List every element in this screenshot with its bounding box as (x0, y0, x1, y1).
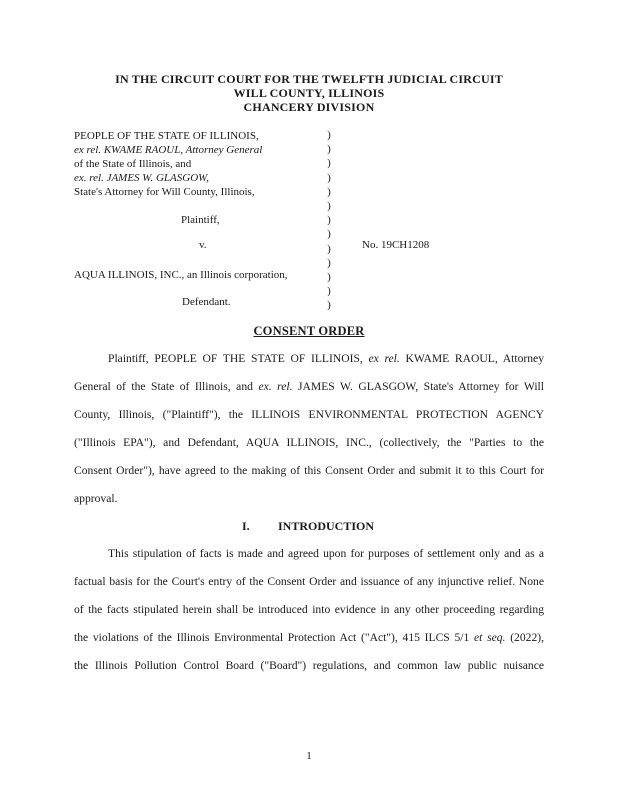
section-line-5: the Illinois Pollution Control Board ("Board") regulations, and common law public nuisance (74, 659, 544, 672)
section-line-3: of the facts stipulated herein shall be introduced into evidence in any other proceeding regarding (74, 603, 544, 616)
court-header-line-2: WILL COUNTY, ILLINOIS (233, 86, 385, 100)
case-number: No. 19CH1208 (362, 239, 430, 251)
section-line-2: factual basis for the Court's entry of the Consent Order and issuance of any injunctive relief. None (74, 575, 544, 588)
caption-parentheses: ) ) ) ) ) ) ) ) ) ) ) ) ) (327, 129, 331, 312)
defendant-line: AQUA ILLINOIS, INC., an Illinois corporation, (74, 269, 288, 281)
intro-line-5: Consent Order"), have agreed to the making of this Consent Order and submit it to this Court for (74, 464, 544, 477)
versus-label: v. (199, 239, 207, 251)
plaintiff-line-4: ex. rel. JAMES W. GLASGOW, (74, 172, 210, 184)
intro-line-2: General of the State of Illinois, and ex. rel. JAMES W. GLASGOW, State's Attorney for Will (74, 380, 544, 393)
court-header-line-3: CHANCERY DIVISION (243, 100, 375, 114)
section-line-1: This stipulation of facts is made and agreed upon for purposes of settlement only and as a (108, 547, 544, 560)
page-number: 1 (306, 750, 312, 762)
defendant-label: Defendant. (182, 296, 231, 308)
section-title: INTRODUCTION (278, 519, 375, 533)
plaintiff-label: Plaintiff, (181, 214, 220, 226)
plaintiff-line-1: PEOPLE OF THE STATE OF ILLINOIS, (74, 130, 259, 142)
document-title: CONSENT ORDER (253, 324, 365, 338)
court-header-line-1: IN THE CIRCUIT COURT FOR THE TWELFTH JUDICIAL CIRCUIT (115, 72, 503, 86)
plaintiff-line-2: ex rel. KWAME RAOUL, Attorney General (74, 144, 263, 156)
intro-line-6: approval. (74, 492, 118, 505)
plaintiff-line-5: State's Attorney for Will County, Illinois, (74, 186, 255, 198)
plaintiff-line-3: of the State of Illinois, and (74, 158, 192, 170)
section-line-4: the violations of the Illinois Environmental Protection Act ("Act"), 415 ILCS 5/1 et seq. (2022), (74, 631, 544, 644)
intro-line-4: ("Illinois EPA"), and Defendant, AQUA ILLINOIS, INC., (collectively, the "Parties to the (74, 436, 544, 449)
intro-line-3: County, Illinois, ("Plaintiff"), the ILLINOIS ENVIRONMENTAL PROTECTION AGENCY (74, 408, 544, 421)
intro-line-1: Plaintiff, PEOPLE OF THE STATE OF ILLINOIS, ex rel. KWAME RAOUL, Attorney (108, 352, 544, 365)
section-number: I. (242, 519, 250, 533)
